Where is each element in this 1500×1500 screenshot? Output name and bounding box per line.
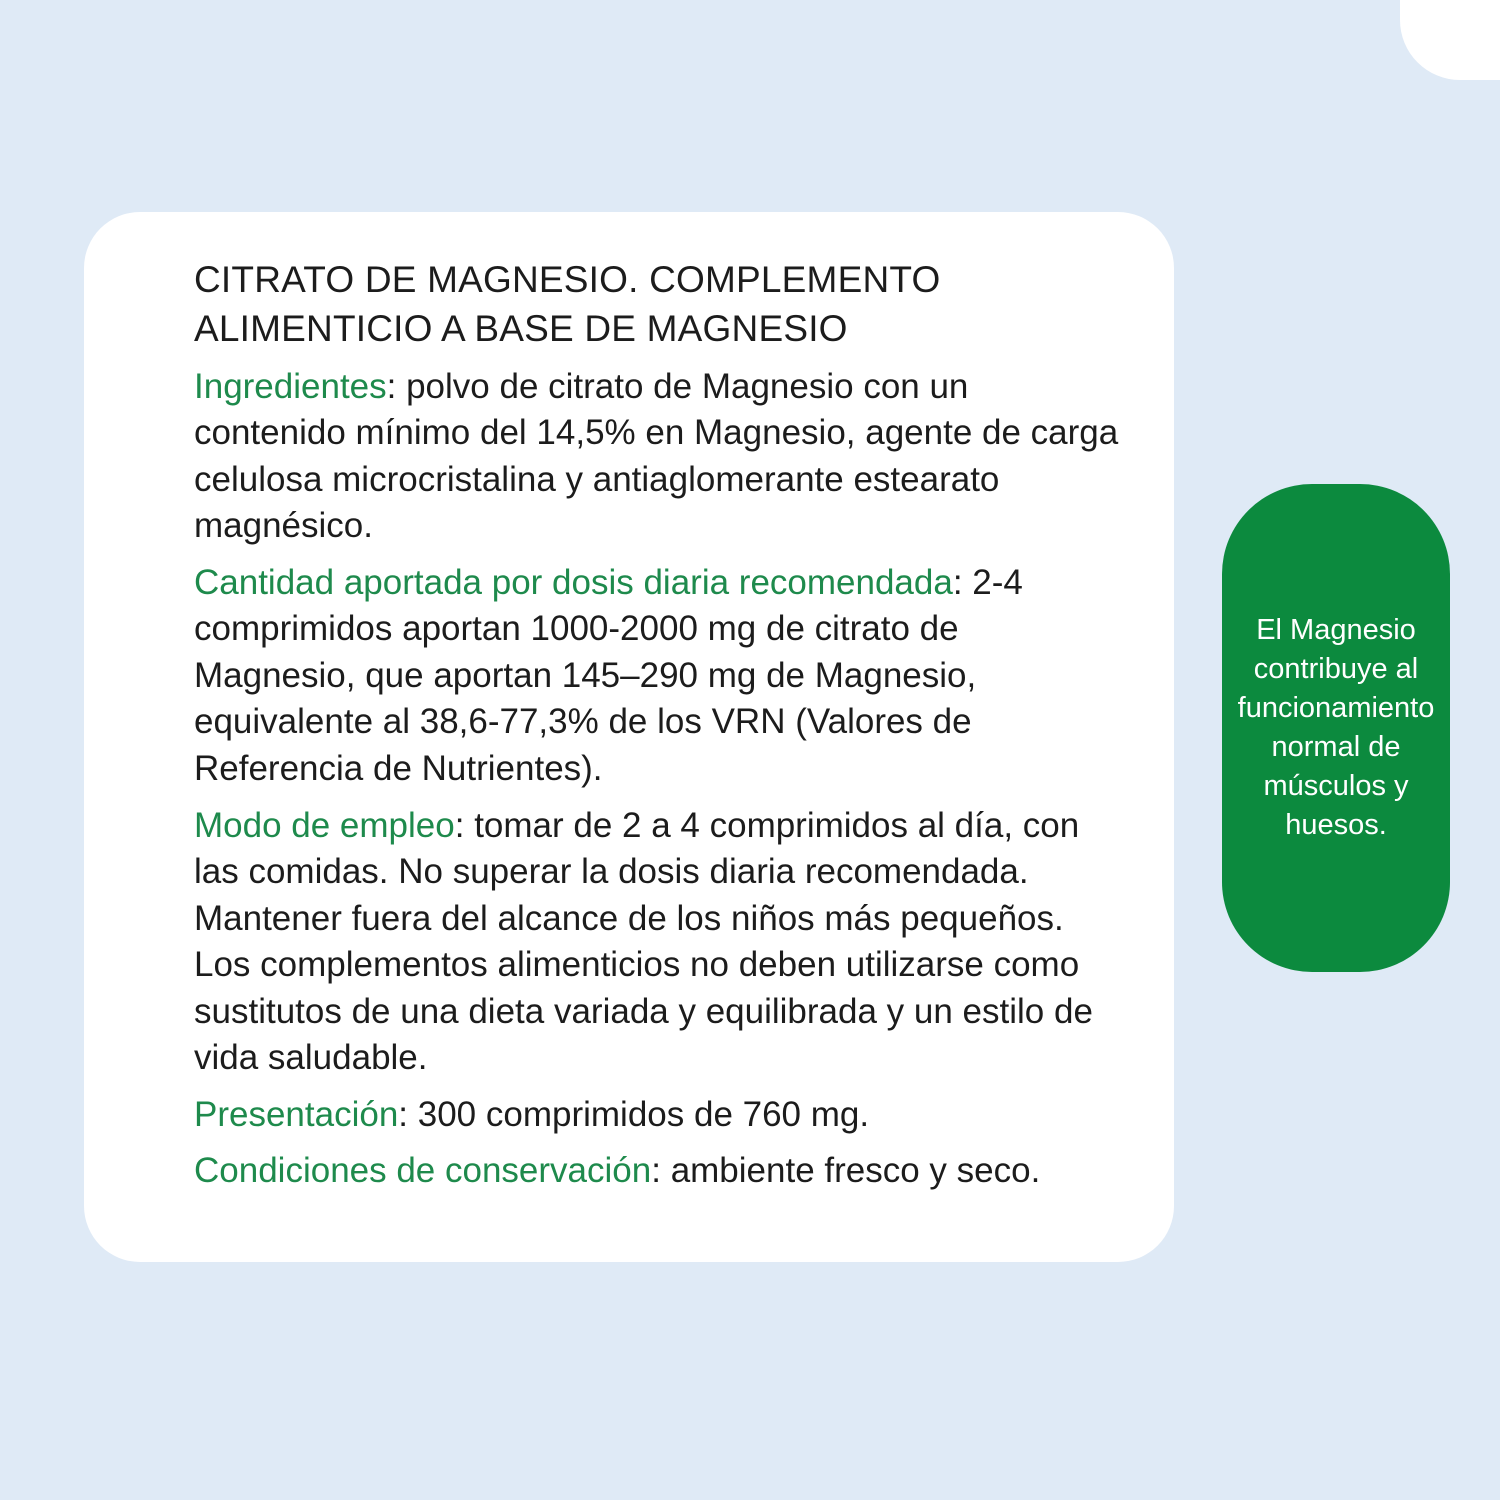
section-heading-cantidad-aportada: Cantidad aportada por dosis diaria recomendada: [194, 562, 953, 602]
health-claim-text: El Magnesio contribuye al funcionamiento normal de músculos y huesos.: [1237, 614, 1435, 841]
health-claim-badge: [1222, 484, 1450, 972]
corner-notch: [1400, 0, 1500, 80]
product-label-card: [84, 212, 1174, 1262]
section-body-modo-de-empleo: tomar de 2 a 4 comprimidos al día, con las comidas. No superar la dosis diaria recomendada. Mantener fuera del alcance de los niños más pequeños. Los complementos alimenticios no deben utilizarse como sustitutos de una dieta variada y equilibrada y un estilo de vida saludable.: [194, 805, 1093, 1078]
label-content: [114, 256, 1130, 1195]
section-separator-presentacion: :: [398, 1094, 418, 1134]
page-title: CITRATO DE MAGNESIO. COMPLEMENTO ALIMENTICIO A BASE DE MAGNESIO: [194, 259, 941, 349]
section-heading-presentacion: Presentación: [194, 1094, 399, 1134]
section-presentacion: [194, 1092, 1120, 1139]
section-separator-condiciones-conservacion: :: [651, 1151, 671, 1191]
section-heading-modo-de-empleo: Modo de empleo: [194, 805, 455, 845]
section-separator-ingredientes: :: [386, 366, 407, 406]
section-separator-cantidad-aportada: :: [952, 562, 973, 602]
section-body-condiciones-conservacion: ambiente fresco y seco.: [670, 1151, 1041, 1191]
section-separator-modo-de-empleo: :: [454, 805, 475, 845]
section-body-ingredientes: polvo de citrato de Magnesio con un contenido mínimo del 14,5% en Magnesio, agente de carga celulosa microcristalina y antiaglomerante estearato magnésico.: [194, 366, 1119, 546]
section-cantidad-aportada: [194, 560, 1120, 793]
section-body-cantidad-aportada: 2-4 comprimidos aportan 1000-2000 mg de citrato de Magnesio, que aportan 145–290 mg de Magnesio, equivalente al 38,6-77,3% de los VRN (Valores de Referencia de Nutrientes).: [194, 562, 1023, 789]
section-heading-condiciones-conservacion: Condiciones de conservación: [194, 1151, 652, 1191]
section-condiciones-conservacion: [194, 1148, 1120, 1195]
section-modo-de-empleo: [194, 803, 1120, 1082]
section-ingredientes: [194, 364, 1120, 550]
section-heading-ingredientes: Ingredientes: [194, 366, 387, 406]
section-body-presentacion: 300 comprimidos de 760 mg.: [417, 1094, 870, 1134]
